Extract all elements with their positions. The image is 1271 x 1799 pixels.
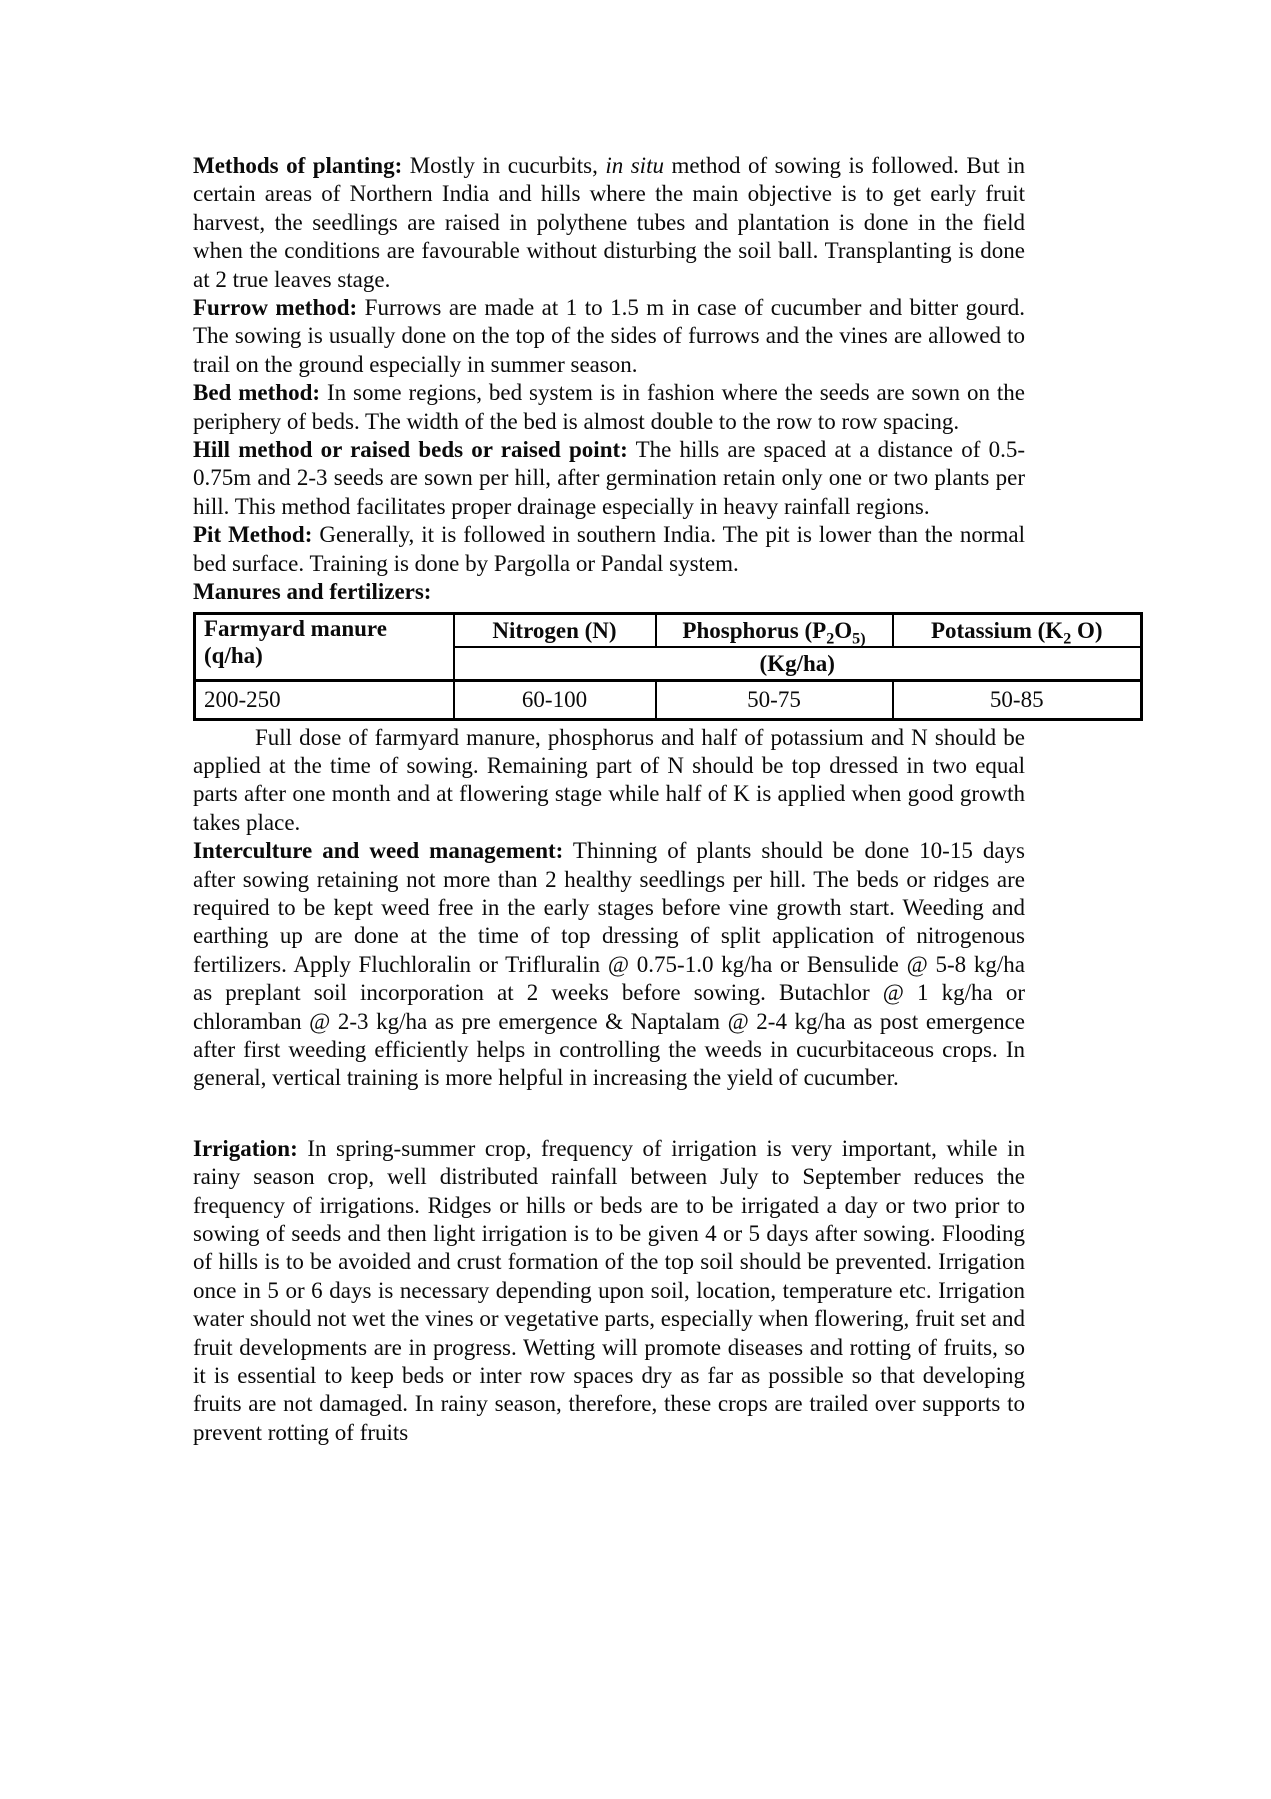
text-run: Mostly in cucurbits, xyxy=(402,153,606,178)
paragraph-pit-method xyxy=(193,521,1025,578)
italic-run: in situ xyxy=(605,153,664,178)
potassium-text-o: O) xyxy=(1071,617,1103,643)
paragraph-methods-of-planting xyxy=(193,152,1025,294)
text-run: In some regions, bed system is in fashion where the seeds are sown on the periphery of beds. The width of the bed is almost double to the row to row spacing. xyxy=(193,380,1025,434)
heading-run: Hill method or raised beds or raised point: xyxy=(193,437,628,463)
phosphorus-text-o: O xyxy=(834,617,853,643)
paragraphs-below-table xyxy=(193,724,1025,1448)
phosphorus-subscript-5: 5) xyxy=(852,630,866,648)
paragraph-manures-and-fertilizers-heading xyxy=(193,578,1025,606)
paragraph-irrigation xyxy=(193,1135,1025,1447)
table-values-row xyxy=(195,680,1142,719)
text-run: Generally, it is followed in southern India. The pit is lower than the normal bed surface. Training is done by Pargolla or Pandal system. xyxy=(193,522,1026,576)
column-header-farmyard-manure xyxy=(195,613,454,680)
value-farmyard-manure: 200-250 xyxy=(195,680,454,719)
potassium-subscript-2: 2 xyxy=(1063,630,1072,648)
text-run: The hills are spaced at a distance of 0.5- 0.75m and 2-3 seeds are sown per hill, after germination retain only one or two plants per hill. This method facilitates proper drainage especially in heavy rainfall regions. xyxy=(193,437,1025,519)
paragraph-hill-method xyxy=(193,436,1025,521)
value-potassium: 50-85 xyxy=(893,680,1142,719)
farmyard-header-line2: (q/ha) xyxy=(204,642,263,668)
paragraph-full-dose xyxy=(193,724,1025,838)
text-run: method of sowing is followed. But in certain areas of Northern India and hills where the main objective is to get early fruit harvest, the seedlings are raised in polythene tubes and plantation is done in the field when the conditions are favourable without disturbing the soil ball. Transplanting is done at 2 true leaves stage. xyxy=(193,153,1025,292)
manures-fertilizers-table xyxy=(193,612,1143,721)
column-header-potassium xyxy=(893,613,1142,647)
text-run: Furrows are made at 1 to 1.5 m in case of cucumber and bitter gourd. The sowing is usually done on the top of the sides of furrows and the vines are allowed to trail on the ground especially in summer season. xyxy=(193,295,1025,377)
phosphorus-text: Phosphorus (P xyxy=(682,617,827,643)
paragraph-bed-method xyxy=(193,379,1025,436)
heading-run: Interculture and weed management: xyxy=(193,838,564,864)
text-run: In spring-summer crop, frequency of irrigation is very important, while in rainy season crop, well distributed rainfall between July to September reduces the frequency of irrigations. Ridges or hills or beds are to be irrigated a day or two prior to sowing of seeds and then light irrigation is to be given 4 or 5 days after sowing. Flooding of hills is to be avoided and crust formation of the top soil should be prevented. Irrigation once in 5 or 6 days is necessary depending upon soil, location, temperature etc. Irrigation water should not wet the vines or vegetative parts, especially when flowering, fruit set and fruit developments are in progress. Wetting will promote diseases and rotting of fruits, so it is essential to keep beds or inter row spaces dry as far as possible so that developing fruits are not damaged. In rainy season, therefore, these crops are trailed over supports to prevent rotting of fruits xyxy=(193,1135,1025,1445)
heading-run: Manures and fertilizers: xyxy=(193,579,432,605)
paragraph-interculture-and-weed-management xyxy=(193,837,1025,1093)
heading-run: Furrow method: xyxy=(193,295,358,321)
potassium-text: Potassium (K xyxy=(930,617,1064,643)
farmyard-header-line1: Farmyard manure xyxy=(204,615,387,641)
content-column xyxy=(193,152,1103,1447)
text-run: Full dose of farmyard manure, phosphorus and half of potassium and N should be applied at the time of sowing. Remaining part of N should be top dressed in two equal parts after one month and at flowering stage while half of K is applied when good growth takes place. xyxy=(193,724,1025,835)
table-header-row xyxy=(195,613,1142,647)
value-phosphorus: 50-75 xyxy=(656,680,893,719)
column-header-nitrogen: Nitrogen (N) xyxy=(454,613,656,647)
phosphorus-subscript-2: 2 xyxy=(826,630,835,648)
heading-run: Bed method: xyxy=(193,380,321,406)
text-run: Thinning of plants should be done 10-15 days after sowing retaining not more than 2 healthy seedlings per hill. The beds or ridges are required to be kept weed free in the early stages before vine growth start. Weeding and earthing up are done at the time of top dressing of split application of nitrogenous fertilizers. Apply Fluchloralin or Trifluralin @ 0.75-1.0 kg/ha or Bensulide @ 5-8 kg/ha as preplant soil incorporation at 2 weeks before sowing. Butachlor @ 1 kg/ha or chloramban @ 2-3 kg/ha as pre emergence & Naptalam @ 2-4 kg/ha as post emergence after first weeding efficiently helps in controlling the weeds in cucurbitaceous crops. In general, vertical training is more helpful in increasing the yield of cucumber. xyxy=(193,838,1025,1091)
heading-run: Pit Method: xyxy=(193,522,313,548)
heading-run: Irrigation: xyxy=(193,1135,298,1161)
column-header-phosphorus xyxy=(656,613,893,647)
unit-cell-kg-ha: (Kg/ha) xyxy=(454,647,1142,681)
paragraphs-above-table xyxy=(193,152,1025,607)
paragraph-furrow-method xyxy=(193,294,1025,379)
heading-run: Methods of planting: xyxy=(193,153,403,178)
value-nitrogen: 60-100 xyxy=(454,680,656,719)
